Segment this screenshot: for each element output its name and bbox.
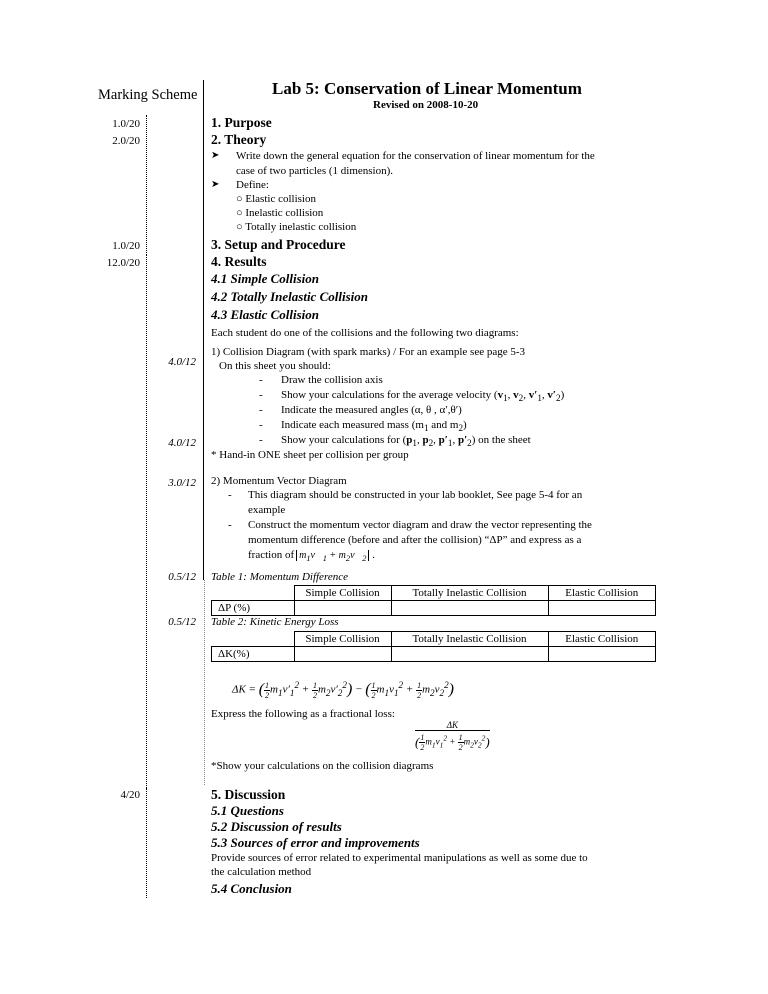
fractional-loss-equation: ΔK ( $\frac{1}{2}$ $m_1v_1^2$ + $\frac{1}{2}$ $m_2v_2^2$) [415, 720, 490, 752]
table-header: Elastic Collision [548, 632, 656, 647]
handin-note: * Hand-in ONE sheet per collision per group [211, 449, 409, 461]
cd-dash-2: - [259, 389, 263, 401]
theory-sub-elastic: ○ Elastic collision [236, 193, 316, 205]
theory-sub-totally-inelastic: ○ Totally inelastic collision [236, 221, 357, 233]
revised-date: Revised on 2008-10-20 [373, 99, 479, 111]
table-header: Totally Inelastic Collision [391, 632, 548, 647]
marks-dotted-line-1 [146, 115, 147, 255]
mv-dash-1: - [228, 489, 232, 501]
theory-arrow-1: ➤ [211, 150, 220, 161]
mv-item-2: Construct the momentum vector diagram and draw the vector representing the [248, 519, 592, 531]
momentum-difference-table [211, 585, 656, 616]
heading-theory: 2. Theory [211, 132, 267, 147]
cd-dash-3: - [259, 404, 263, 416]
mark-theory: 2.0/20 [112, 135, 140, 147]
marks-dotted-line-3 [146, 788, 147, 898]
kinetic-energy-table [211, 631, 656, 662]
table-row [212, 586, 656, 601]
show-calculations-note: *Show your calculations on the collision diagrams [211, 760, 434, 772]
table-row [212, 601, 656, 616]
page-title: Lab 5: Conservation of Linear Momentum [272, 79, 582, 98]
theory-sub-inelastic: ○ Inelastic collision [236, 207, 324, 219]
marking-scheme-title: Marking Scheme [98, 87, 198, 103]
cd-item-1: Draw the collision axis [281, 374, 383, 386]
cd-item-5: Show your calculations for ($p_1$, $p_2$, $p'_1$, $p'_2$) on the sheet [281, 434, 531, 449]
momentum-diagram-title: 2) Momentum Vector Diagram [211, 475, 347, 487]
mv-item-2c: fraction of $m_1v⃗_1$ + $m_2v⃗_2$ . [248, 549, 375, 563]
table-header: Totally Inelastic Collision [391, 586, 548, 601]
cd-item-3: Indicate the measured angles (α, θ , α′,θ′) [281, 404, 462, 416]
heading-setup: 3. Setup and Procedure [211, 237, 346, 252]
mark-discussion: 4/20 [120, 789, 140, 801]
heading-results: 4. Results [211, 254, 267, 269]
collision-diagram-title: 1) Collision Diagram (with spark marks) / For an example see page 5-3 [211, 346, 526, 358]
mark-table2: 0.5/12 [168, 616, 196, 628]
mv-dash-2: - [228, 519, 232, 531]
express-label: Express the following as a fractional loss: [211, 708, 395, 720]
kinetic-energy-equation: ΔK = ( $\frac{1}{2}$ $m_1v'_1^2$ + $\frac{1}{2}$ $m_2v'_2^2$) − ( $\frac{1}{2}$ $m_1v_1^2$ + $\frac{1}{2}$ $m_2v_2^2$) [232, 680, 454, 700]
table-row [212, 632, 656, 647]
table-header: Simple Collision [294, 632, 391, 647]
results-intro: Each student do one of the collisions and the following two diagrams: [211, 327, 519, 339]
table-row-label: ΔK(%) [212, 647, 295, 662]
table1-caption: Table 1: Momentum Difference [211, 571, 348, 583]
heading-purpose: 1. Purpose [211, 115, 272, 130]
mark-purpose: 1.0/20 [112, 118, 140, 130]
heading-discussion-results: 5.2 Discussion of results [211, 819, 342, 834]
collision-diagram-sub: On this sheet you should: [219, 360, 331, 372]
theory-item-1: Write down the general equation for the conservation of linear momentum for the [236, 150, 595, 162]
heading-discussion: 5. Discussion [211, 787, 286, 802]
theory-item-1b: case of two particles (1 dimension). [236, 165, 394, 177]
theory-item-2: Define: [236, 179, 269, 191]
mark-table1: 0.5/12 [168, 571, 196, 583]
table-row [212, 647, 656, 662]
table-row-label: ΔP (%) [212, 601, 295, 616]
heading-simple-collision: 4.1 Simple Collision [211, 271, 319, 286]
cd-dash-1: - [259, 374, 263, 386]
heading-conclusion: 5.4 Conclusion [211, 881, 292, 896]
cd-dash-4: - [259, 419, 263, 431]
margin-divider [203, 80, 204, 580]
mark-results: 12.0/20 [106, 257, 140, 269]
mark-momentum-diagram: 3.0/12 [168, 477, 196, 489]
sources-error-text-2: the calculation method [211, 866, 312, 878]
mv-item-1: This diagram should be constructed in your lab booklet, See page 5-4 for an [248, 489, 583, 501]
sources-error-text-1: Provide sources of error related to experimental manipulations as well as some due to [211, 852, 588, 864]
mark-collision-diagram-a: 4.0/12 [168, 356, 196, 368]
cd-dash-5: - [259, 434, 263, 446]
mark-collision-diagram-b: 4.0/12 [168, 437, 196, 449]
table-header: Simple Collision [294, 586, 391, 601]
table2-caption: Table 2: Kinetic Energy Loss [211, 616, 339, 628]
cd-item-2: Show your calculations for the average velocity ($v_1$, $v_2$, $v'_1$, $v'_2$) [281, 389, 565, 404]
cd-item-4: Indicate each measured mass ($m_1$ and $m_2$) [281, 419, 467, 434]
heading-questions: 5.1 Questions [211, 803, 284, 818]
mark-setup: 1.0/20 [112, 240, 140, 252]
mv-item-1b: example [248, 504, 286, 516]
table-header: Elastic Collision [548, 586, 656, 601]
heading-totally-inelastic: 4.2 Totally Inelastic Collision [211, 289, 368, 304]
theory-arrow-2: ➤ [211, 179, 220, 190]
marks-dotted-line-2 [146, 255, 147, 788]
heading-sources-error: 5.3 Sources of error and improvements [211, 835, 420, 850]
heading-elastic: 4.3 Elastic Collision [211, 307, 319, 322]
inner-dotted-line [204, 580, 205, 785]
mv-item-2b: momentum difference (before and after the collision) “ΔP” and express as a [248, 534, 582, 546]
